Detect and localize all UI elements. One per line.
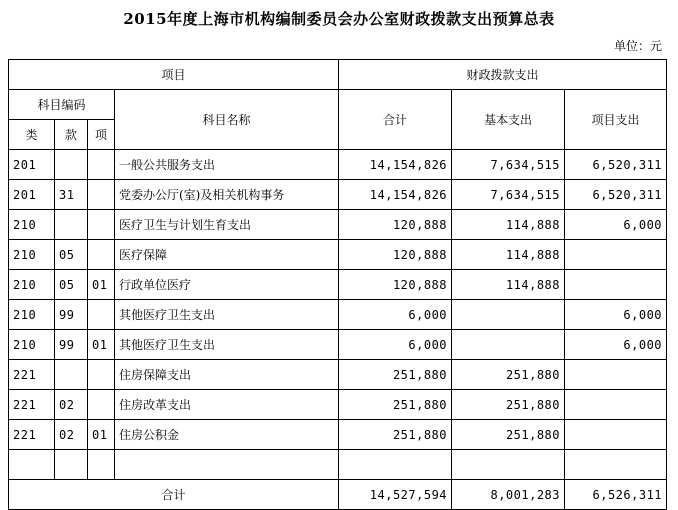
cell-basic: 114,888 [452,240,565,270]
cell-kuan [55,360,88,390]
cell-kuan: 99 [55,300,88,330]
cell-xiang [88,300,115,330]
header-name: 科目名称 [115,90,339,150]
cell-xiang: 01 [88,330,115,360]
cell-xiang [88,450,115,480]
cell-name: 住房公积金 [115,420,339,450]
cell-lei: 221 [9,420,55,450]
header-total: 合计 [339,90,452,150]
grand-total: 14,527,594 [339,480,452,510]
cell-lei: 210 [9,300,55,330]
cell-basic: 7,634,515 [452,150,565,180]
cell-kuan [55,150,88,180]
cell-lei [9,450,55,480]
cell-name: 党委办公厅(室)及相关机构事务 [115,180,339,210]
cell-basic: 114,888 [452,270,565,300]
header-row-1 [9,60,667,90]
cell-total: 120,888 [339,210,452,240]
unit-label: 单位：元 [613,39,662,53]
table-row [9,420,667,450]
total-row [9,480,667,510]
cell-kuan [55,210,88,240]
cell-item [565,360,667,390]
cell-basic [452,450,565,480]
cell-basic: 114,888 [452,210,565,240]
cell-xiang [88,360,115,390]
cell-kuan: 05 [55,240,88,270]
cell-basic: 251,880 [452,390,565,420]
cell-item [565,450,667,480]
cell-kuan: 05 [55,270,88,300]
cell-item: 6,000 [565,300,667,330]
cell-lei: 210 [9,330,55,360]
header-fiscal: 财政拨款支出 [339,60,667,90]
cell-item [565,240,667,270]
cell-xiang [88,240,115,270]
table-row [9,150,667,180]
cell-xiang [88,150,115,180]
cell-total: 14,154,826 [339,180,452,210]
header-kuan: 款 [55,120,88,150]
cell-lei: 201 [9,150,55,180]
header-row-2 [9,90,667,120]
cell-total: 120,888 [339,240,452,270]
cell-name: 行政单位医疗 [115,270,339,300]
table-row [9,360,667,390]
cell-basic: 251,880 [452,360,565,390]
cell-lei: 221 [9,360,55,390]
cell-basic [452,300,565,330]
cell-lei: 201 [9,180,55,210]
cell-item [565,420,667,450]
header-lei: 类 [9,120,55,150]
cell-name: 医疗保障 [115,240,339,270]
cell-item: 6,520,311 [565,180,667,210]
cell-kuan: 99 [55,330,88,360]
cell-name: 一般公共服务支出 [115,150,339,180]
cell-xiang [88,180,115,210]
cell-item: 6,520,311 [565,150,667,180]
cell-total: 6,000 [339,330,452,360]
grand-basic: 8,001,283 [452,480,565,510]
header-code: 科目编码 [9,90,115,120]
table-row [9,270,667,300]
header-item: 项目支出 [565,90,667,150]
cell-item [565,390,667,420]
cell-lei: 210 [9,210,55,240]
cell-name [115,450,339,480]
cell-kuan [55,450,88,480]
cell-item [565,270,667,300]
cell-item: 6,000 [565,330,667,360]
table-body [9,60,667,510]
cell-total: 14,154,826 [339,150,452,180]
cell-item: 6,000 [565,210,667,240]
cell-total: 251,880 [339,420,452,450]
table-row [9,390,667,420]
table-row [9,240,667,270]
cell-lei: 210 [9,240,55,270]
cell-xiang: 01 [88,270,115,300]
cell-basic [452,330,565,360]
table-row [9,210,667,240]
cell-kuan: 02 [55,420,88,450]
cell-total: 251,880 [339,360,452,390]
cell-name: 其他医疗卫生支出 [115,300,339,330]
cell-xiang [88,210,115,240]
cell-name: 医疗卫生与计划生育支出 [115,210,339,240]
total-label: 合计 [9,480,339,510]
cell-xiang [88,390,115,420]
cell-total [339,450,452,480]
table-row [9,330,667,360]
table-row [9,450,667,480]
cell-kuan: 31 [55,180,88,210]
table-row [9,180,667,210]
header-project: 项目 [9,60,339,90]
cell-total: 6,000 [339,300,452,330]
cell-name: 其他医疗卫生支出 [115,330,339,360]
table-row [9,300,667,330]
cell-lei: 221 [9,390,55,420]
cell-basic: 7,634,515 [452,180,565,210]
cell-name: 住房保障支出 [115,360,339,390]
cell-name: 住房改革支出 [115,390,339,420]
cell-total: 251,880 [339,390,452,420]
header-xiang: 项 [88,120,115,150]
page-title: 2015年度上海市机构编制委员会办公室财政拨款支出预算总表 [123,10,555,28]
cell-xiang: 01 [88,420,115,450]
cell-lei: 210 [9,270,55,300]
cell-kuan: 02 [55,390,88,420]
budget-table [8,59,667,510]
grand-item: 6,526,311 [565,480,667,510]
header-basic: 基本支出 [452,90,565,150]
cell-total: 120,888 [339,270,452,300]
cell-basic: 251,880 [452,420,565,450]
